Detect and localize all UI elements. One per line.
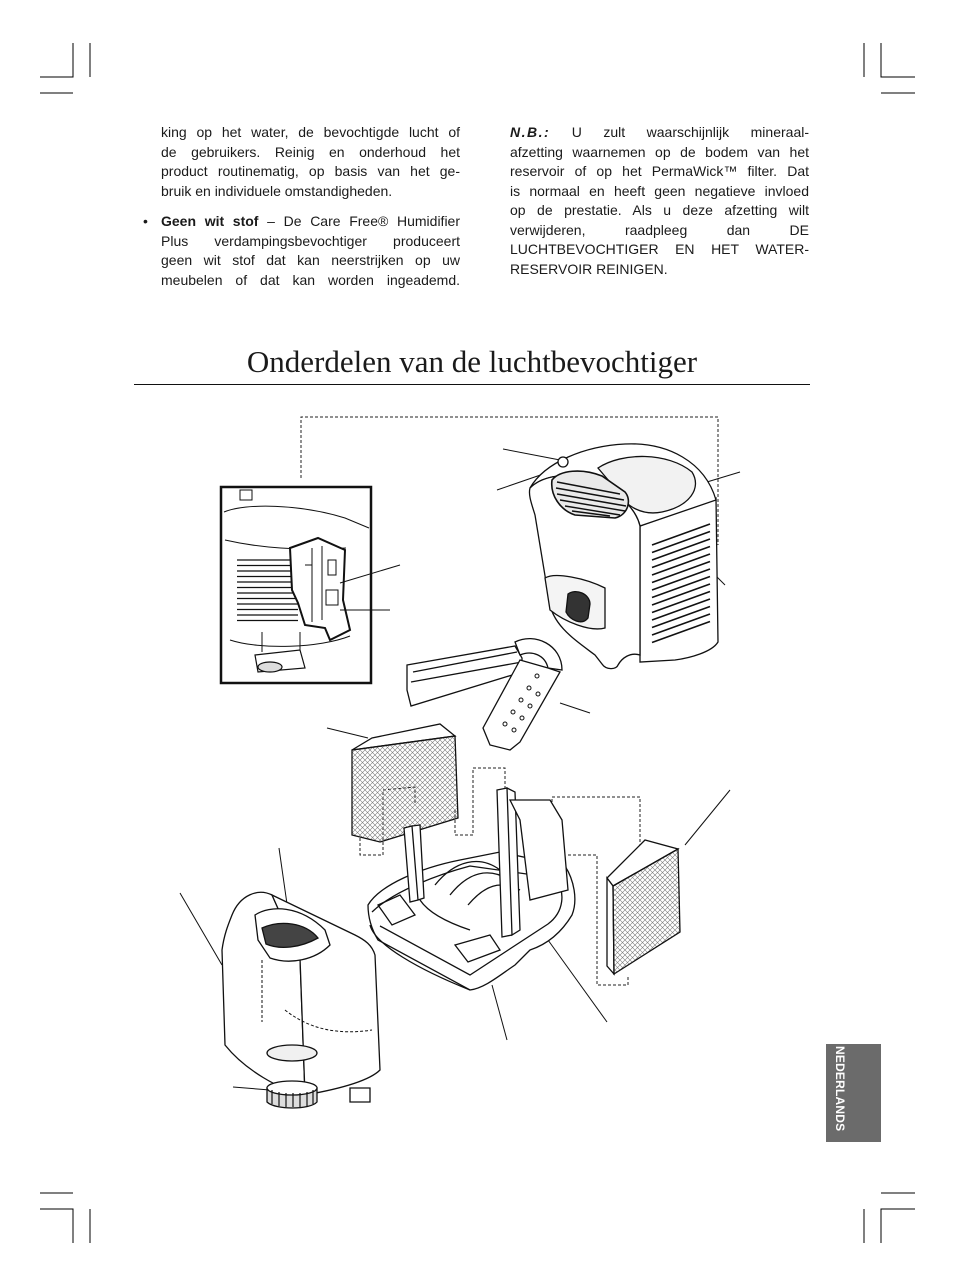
hole: [536, 692, 540, 696]
text-line: geen wit stof dat kan neerstrijken op uw: [161, 252, 460, 268]
leader-line: [685, 790, 730, 845]
hole: [520, 716, 524, 720]
text-line: de gebruikers. Reinig en onderhoud het: [161, 143, 460, 160]
hole: [511, 710, 515, 714]
text-line: product routinematig, op basis van het ge-: [161, 163, 460, 179]
hole: [535, 674, 539, 678]
note-lead: N.B.:: [510, 124, 551, 140]
text-line: is normaal en heeft geen negatieve invloed: [510, 182, 809, 199]
text-line: [510, 123, 809, 143]
text-line: op de prestatie. Als u deze afzetting wilt: [510, 202, 809, 218]
crop-mark-bottom-left: [40, 1193, 90, 1243]
text-line: bruik en individuele omstandigheden.: [161, 182, 393, 199]
text-line: [161, 212, 460, 232]
text-line: LUCHTBEVOCHTIGER EN HET WATER-: [510, 241, 809, 257]
text-line: afzetting waarnemen op de bodem van het: [510, 143, 809, 160]
leader-line: [180, 893, 222, 965]
dashed-line-filter-right-top: [552, 797, 640, 850]
wick-filter-left: [352, 724, 458, 842]
inset-knob-cap: [258, 662, 282, 672]
crop-mark-top-left: [40, 43, 90, 93]
hole: [512, 728, 516, 732]
leader-line: [233, 1087, 270, 1090]
heading-rule: [134, 384, 810, 385]
leader-line: [492, 985, 507, 1040]
leader-line: [548, 940, 607, 1022]
inset-detail: [221, 487, 371, 683]
hole: [503, 722, 507, 726]
leader-line: [327, 728, 368, 738]
bullet-paragraph: [161, 212, 460, 290]
wick-filter-right: [607, 840, 680, 974]
text-line: RESERVOIR REINIGEN.: [510, 260, 668, 277]
tank-cap-top: [267, 1081, 317, 1095]
bullet-lead: Geen wit stof: [161, 213, 259, 229]
note-paragraph: [510, 123, 809, 279]
control-button-icon: [566, 592, 590, 622]
hole: [528, 704, 532, 708]
text-line: reservoir of op het PermaWick™ filter. Dat: [510, 163, 809, 179]
housing-top-knob: [558, 457, 568, 467]
bullet-marker: •: [143, 213, 148, 229]
tank-level-window: [267, 1045, 317, 1061]
crop-mark-top-right: [864, 43, 915, 93]
intro-paragraph: [161, 123, 460, 201]
wick-filter-left-face: [352, 736, 458, 842]
crop-mark-bottom-right: [864, 1193, 915, 1243]
top-housing: [529, 444, 718, 669]
text-line: verwijderen, raadpleeg dan DE: [510, 221, 809, 238]
text-line: Plus verdampingsbevochtiger produceert: [161, 232, 460, 249]
water-tank: [222, 892, 380, 1108]
language-tab-label: NEDERLANDS: [833, 1046, 847, 1132]
text-line: meubelen of dat kan worden ingeademd.: [161, 271, 460, 288]
note-first-line-rest: U zult waarschijnlijk mineraal-: [571, 124, 809, 140]
text-line: king op het water, de bevochtigde lucht of: [161, 124, 460, 140]
tank-foot: [350, 1088, 370, 1102]
leader-line: [560, 703, 590, 713]
hole: [519, 698, 523, 702]
leader-line: [503, 449, 560, 460]
language-tab: [826, 1044, 881, 1142]
hole: [527, 686, 531, 690]
bullet-first-line-rest: – De Care Free® Humidifier: [267, 213, 461, 229]
section-heading: Onderdelen van de luchtbevochtiger: [246, 344, 698, 379]
